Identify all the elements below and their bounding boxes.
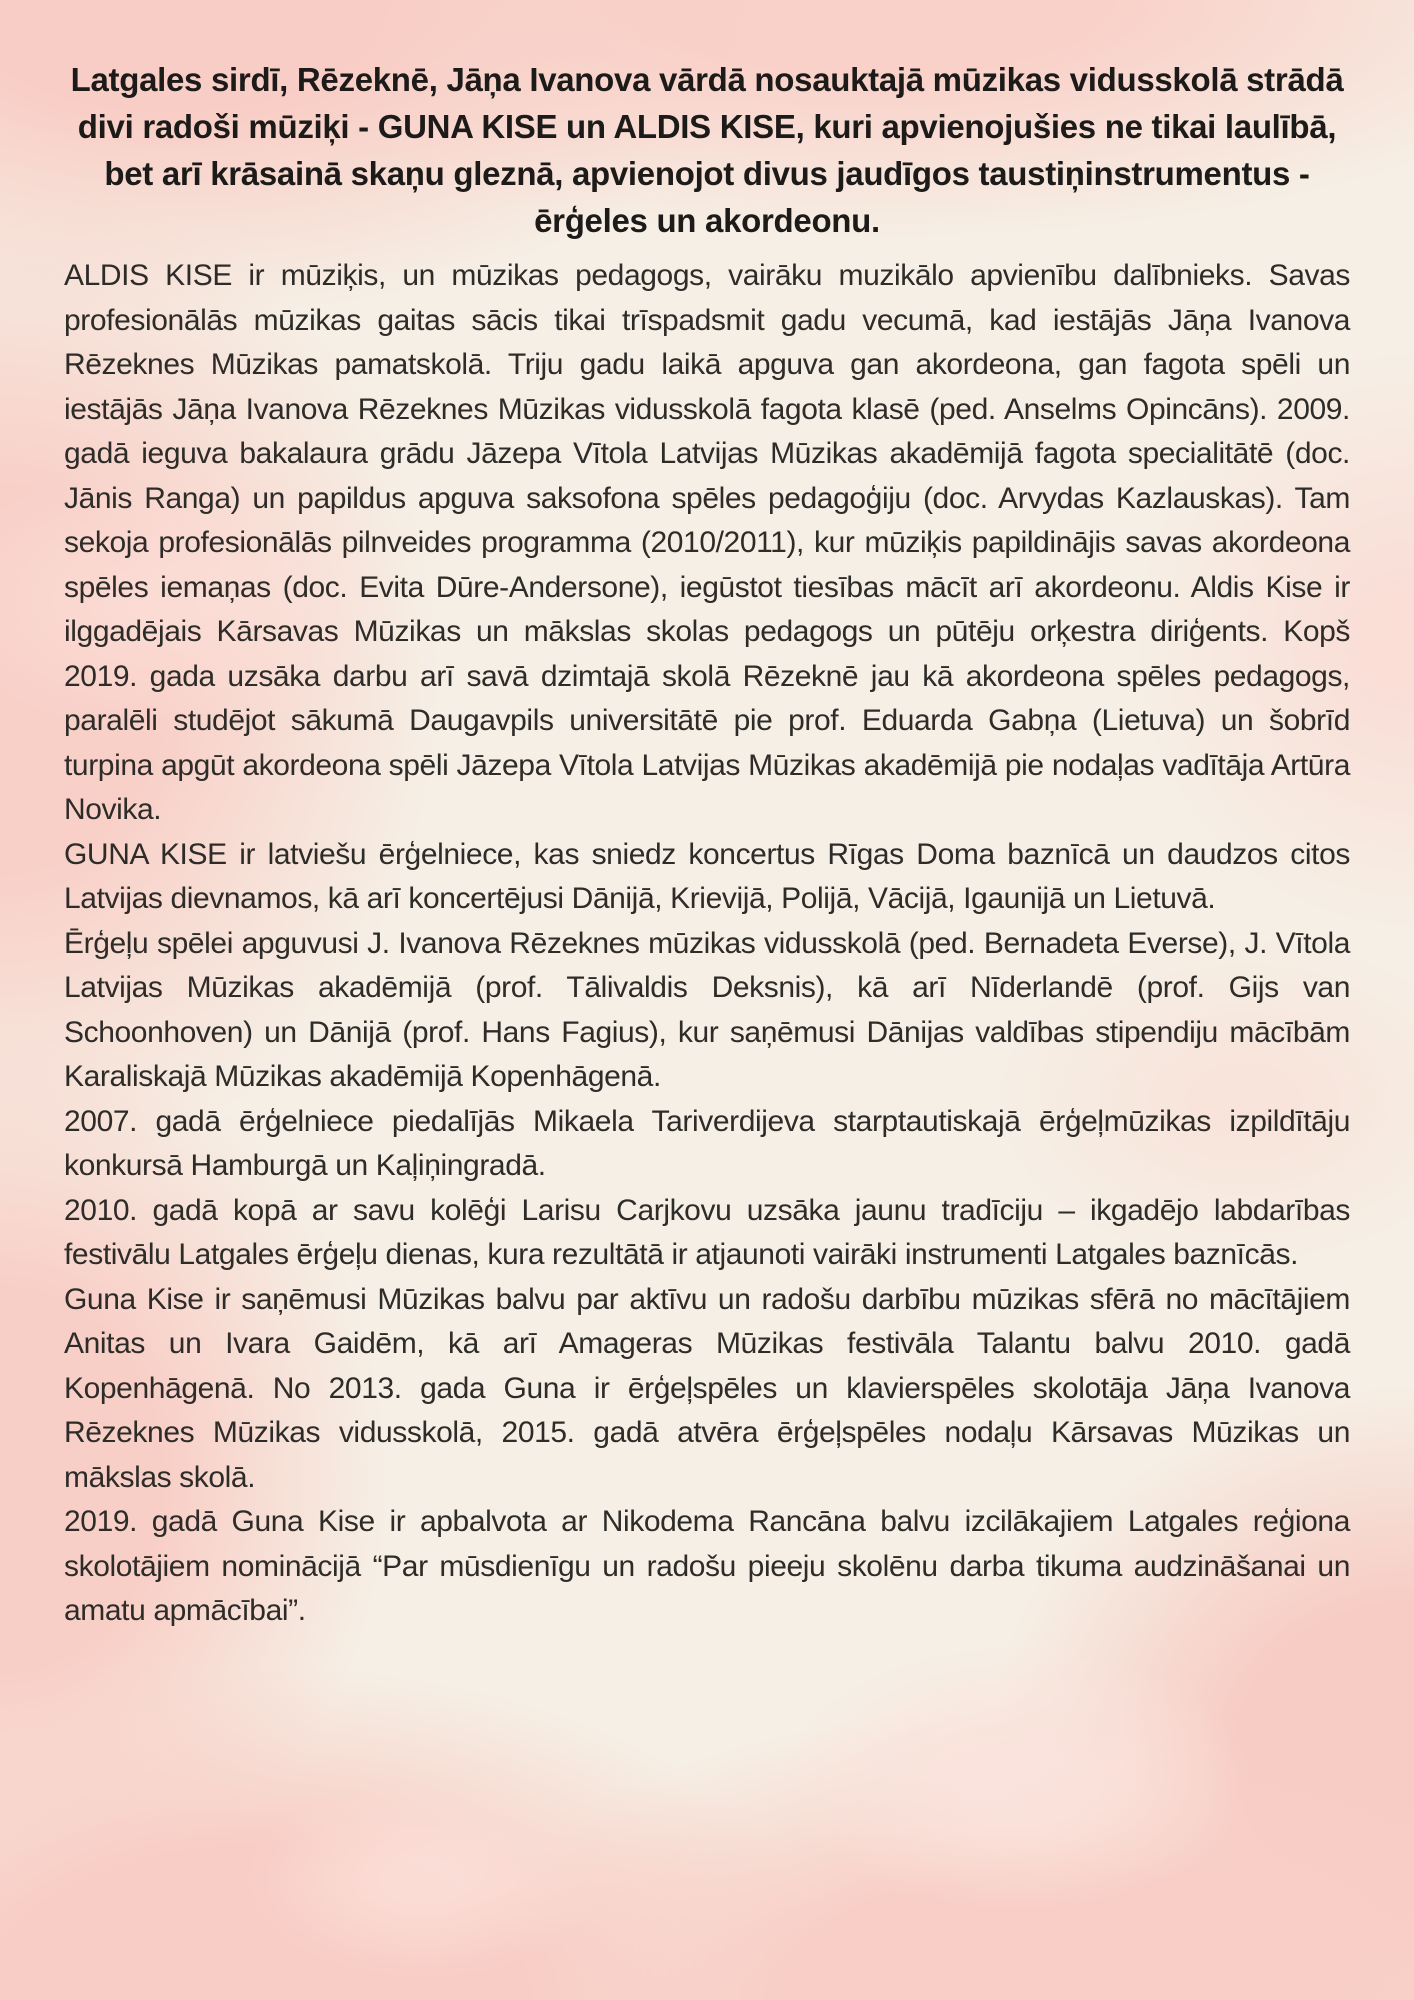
headline: Latgales sirdī, Rēzeknē, Jāņa Ivanova vārdā nosauktajā mūzikas vidusskolā strādā divi radoši mūziķi - GUNA KISE un ALDIS KISE, kuri apvienojušies ne tikai laulībā, bet arī krāsainā skaņu gleznā, apvienojot divus jaudīgos taustiņinstrumentus - ērģeles un akordeonu. bbox=[70, 61, 1344, 239]
paragraph: 2010. gadā kopā ar savu kolēģi Larisu Carjkovu uzsāka jaunu tradīciju – ikgadējo labdarības festivālu Latgales ērģeļu dienas, kura rezultātā ir atjaunoti vairāki instrumenti Latgales baznīcās. bbox=[64, 1193, 1350, 1271]
article-body bbox=[64, 254, 1350, 1634]
paragraph: Ērģeļu spēlei apguvusi J. Ivanova Rēzeknes mūzikas vidusskolā (ped. Bernadeta Everse), J. Vītola Latvijas Mūzikas akadēmijā (prof. Tālivaldis Deksnis), kā arī Nīderlandē (prof. Gijs van Schoonhoven) un Dānijā (prof. Hans Fagius), kur saņēmusi Dānijas valdības stipendiju mācībām Karaliskajā Mūzikas akadēmijā Kopenhāgenā. bbox=[64, 926, 1350, 1093]
paragraph: GUNA KISE ir latviešu ērģelniece, kas sniedz koncertus Rīgas Doma baznīcā un daudzos citos Latvijas dievnamos, kā arī koncertējusi Dānijā, Krievijā, Polijā, Vācijā, Igaunijā un Lietuvā. bbox=[64, 837, 1350, 915]
article bbox=[64, 56, 1350, 1634]
paragraph: Guna Kise ir saņēmusi Mūzikas balvu par aktīvu un radošu darbību mūzikas sfērā no mācītājiem Anitas un Ivara Gaidēm, kā arī Amageras Mūzikas festivāla Talantu balvu 2010. gadā Kopenhāgenā. No 2013. gada Guna ir ērģeļspēles un klavierspēles skolotāja Jāņa Ivanova Rēzeknes Mūzikas vidusskolā, 2015. gadā atvēra ērģeļspēles nodaļu Kārsavas Mūzikas un mākslas skolā. bbox=[64, 1282, 1350, 1494]
paragraph: ALDIS KISE ir mūziķis, un mūzikas pedagogs, vairāku muzikālo apvienību dalībnieks. Savas profesionālās mūzikas gaitas sācis tikai trīspadsmit gadu vecumā, kad iestājās Jāņa Ivanova Rēzeknes Mūzikas pamatskolā. Triju gadu laikā apguva gan akordeona, gan fagota spēli un iestājās Jāņa Ivanova Rēzeknes Mūzikas vidusskolā fagota klasē (ped. Anselms Opincāns). 2009. gadā ieguva bakalaura grādu Jāzepa Vītola Latvijas Mūzikas akadēmijā fagota specialitātē (doc. Jānis Ranga) un papildus apguva saksofona spēles pedagoģiju (doc. Arvydas Kazlauskas). Tam sekoja profesionālās pilnveides programma (2010/2011), kur mūziķis papildinājis savas akordeona spēles iemaņas (doc. Evita Dūre-Andersone), iegūstot tiesības mācīt arī akordeonu. Aldis Kise ir ilggadējais Kārsavas Mūzikas un mākslas skolas pedagogs un pūtēju orķestra diriģents. Kopš 2019. gada uzsāka darbu arī savā dzimtajā skolā Rēzeknē jau kā akordeona spēles pedagogs, paralēli studējot sākumā Daugavpils universitātē pie prof. Eduarda Gabņa (Lietuva) un šobrīd turpina apgūt akordeona spēli Jāzepa Vītola Latvijas Mūzikas akadēmijā pie nodaļas vadītāja Artūra Novika. bbox=[64, 259, 1350, 826]
paragraph: 2019. gadā Guna Kise ir apbalvota ar Nikodema Rancāna balvu izcilākajiem Latgales reģiona skolotājiem nominācijā “Par mūsdienīgu un radošu pieeju skolēnu darba tikuma audzināšanai un amatu apmācībai”. bbox=[64, 1505, 1350, 1627]
paragraph: 2007. gadā ērģelniece piedalījās Mikaela Tariverdijeva starptautiskajā ērģeļmūzikas izpildītāju konkursā Hamburgā un Kaļiņingradā. bbox=[64, 1104, 1350, 1182]
